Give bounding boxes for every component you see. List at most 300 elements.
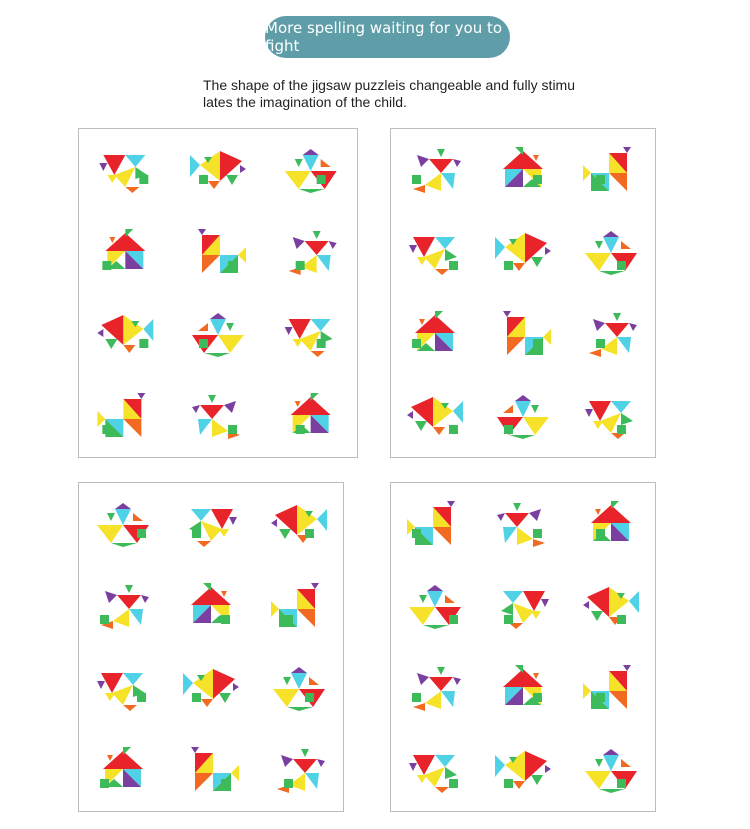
tangram-figure xyxy=(501,591,549,629)
tangram-piece-square xyxy=(137,693,146,702)
tangram-piece-square xyxy=(284,779,293,788)
tangram-piece-purple xyxy=(191,747,199,753)
tangram-figure xyxy=(585,749,637,793)
tangram-piece-orange xyxy=(107,755,113,761)
tangram-figure xyxy=(503,665,543,705)
tangram-piece-red xyxy=(289,319,311,339)
tangram-piece-green xyxy=(595,241,603,249)
tangram-piece-purple xyxy=(593,319,605,331)
tangram-piece-orange xyxy=(507,337,525,355)
tangram-piece-yellow xyxy=(417,257,427,265)
tangram-piece-square xyxy=(412,339,421,348)
tangram-piece-cyan xyxy=(125,155,145,167)
tangram-piece-yellow xyxy=(231,765,239,781)
tangram-piece-green xyxy=(419,595,427,603)
tangram-piece-square xyxy=(449,261,458,270)
tangram-piece-green xyxy=(219,693,231,703)
tangram-piece-orange xyxy=(321,159,331,167)
tangram-figure xyxy=(497,503,545,547)
tangram-piece-green xyxy=(435,311,443,319)
tangram-piece-purple xyxy=(224,401,236,413)
tangram-figure xyxy=(412,667,461,711)
tangram-piece-purple xyxy=(329,241,337,249)
tangram-piece-green xyxy=(613,313,621,321)
tangram-piece-orange xyxy=(445,595,455,603)
tangram-piece-orange xyxy=(533,155,539,161)
banner-text: More spelling waiting for you to fight xyxy=(265,19,503,55)
tangram-figure xyxy=(409,585,461,629)
tangram-figure xyxy=(589,313,637,357)
tangram-figure xyxy=(102,229,145,270)
tangram-piece-yellow xyxy=(523,417,549,435)
tangram-piece-cyan xyxy=(190,155,200,177)
tangram-piece-cyan xyxy=(435,755,455,767)
tangram-piece-purple xyxy=(407,411,413,419)
tangram-piece-yellow xyxy=(219,529,229,537)
tangram-piece-orange xyxy=(123,419,141,437)
banner-pill xyxy=(265,16,510,58)
tangram-piece-yellow xyxy=(285,171,311,189)
tangram-piece-orange xyxy=(419,319,425,325)
tangram-figure xyxy=(585,231,637,275)
tangram-piece-green xyxy=(445,767,457,779)
tangram-figure xyxy=(277,749,325,793)
tangram-piece-green xyxy=(279,529,291,539)
tangram-piece-cyan xyxy=(115,509,131,525)
tangram-piece-orange xyxy=(433,527,451,545)
tangram-piece-orange xyxy=(109,237,115,243)
tangram-piece-purple xyxy=(192,405,200,413)
tangram-piece-red xyxy=(117,595,141,609)
tangram-piece-purple xyxy=(137,393,145,399)
tangram-piece-red xyxy=(211,509,233,529)
tangram-piece-orange xyxy=(311,351,325,357)
tangram-piece-orange xyxy=(221,591,227,597)
tangram-piece-orange xyxy=(208,181,220,189)
tangram-piece-orange xyxy=(413,185,425,193)
tangram-piece-purple xyxy=(583,601,589,609)
tangram-piece-green xyxy=(515,665,523,673)
tangram-figure xyxy=(412,149,461,193)
tangram-piece-purple xyxy=(541,599,549,607)
tangram-piece-purple xyxy=(417,155,429,167)
tangram-piece-green xyxy=(445,249,457,261)
tangram-piece-square xyxy=(504,425,513,434)
tangram-piece-red xyxy=(429,677,453,691)
tangram-piece-cyan xyxy=(495,755,505,777)
tangram-piece-square xyxy=(284,615,293,624)
tangram-piece-yellow xyxy=(543,329,551,345)
tangram-piece-purple xyxy=(240,165,246,173)
tangram-piece-orange xyxy=(202,255,220,273)
tangram-piece-yellow xyxy=(593,421,603,429)
tangram-piece-square xyxy=(192,693,201,702)
tangram-figure xyxy=(97,393,145,437)
tangram-piece-green xyxy=(287,707,313,711)
tangram-figure xyxy=(412,311,455,351)
tangram-piece-purple xyxy=(198,229,206,235)
tangram-piece-green xyxy=(107,513,115,521)
tangram-piece-square xyxy=(617,779,626,788)
tangram-piece-yellow xyxy=(201,521,222,541)
tangram-piece-yellow xyxy=(505,233,525,263)
tangram-piece-purple xyxy=(303,149,319,155)
tangram-piece-yellow xyxy=(531,611,541,619)
tangram-figure xyxy=(285,149,337,193)
tangram-piece-square xyxy=(100,779,109,788)
panel-bottom-right xyxy=(390,482,656,812)
tangram-figure xyxy=(100,585,149,629)
tangram-piece-square xyxy=(296,261,305,270)
tangram-piece-orange xyxy=(195,773,213,791)
tangram-piece-yellow xyxy=(107,175,117,183)
tangram-piece-green xyxy=(111,543,137,547)
tangram-piece-orange xyxy=(621,241,631,249)
tangram-piece-purple xyxy=(281,755,293,767)
tangram-illustration xyxy=(79,129,357,457)
tangram-piece-cyan xyxy=(123,673,143,685)
tangram-piece-green xyxy=(513,503,521,511)
tangram-piece-purple xyxy=(115,503,131,509)
tangram-piece-red xyxy=(589,401,611,421)
tangram-piece-green xyxy=(437,667,445,675)
tangram-piece-yellow xyxy=(517,527,533,545)
tangram-figure xyxy=(183,669,239,707)
tangram-figure xyxy=(285,319,333,357)
tangram-piece-orange xyxy=(533,673,539,679)
tangram-piece-green xyxy=(595,759,603,767)
tangram-piece-green xyxy=(611,501,619,509)
tangram-piece-square xyxy=(533,175,542,184)
tangram-piece-green xyxy=(301,749,309,757)
tangram-figure xyxy=(583,147,631,191)
tangram-piece-purple xyxy=(311,583,319,589)
tangram-figure xyxy=(191,747,239,791)
tangram-piece-square xyxy=(449,615,458,624)
tangram-piece-orange xyxy=(198,323,208,331)
tangram-piece-purple xyxy=(271,519,277,527)
tangram-piece-green xyxy=(509,435,535,439)
tangram-piece-cyan xyxy=(305,773,319,789)
tangram-piece-square xyxy=(504,779,513,788)
tangram-piece-square xyxy=(221,779,230,788)
tangram-piece-cyan xyxy=(427,591,443,607)
tangram-piece-purple xyxy=(409,245,417,253)
tangram-piece-square xyxy=(137,529,146,538)
tangram-piece-square xyxy=(192,529,201,538)
tangram-piece-cyan xyxy=(210,319,226,335)
tangram-piece-orange xyxy=(609,173,627,191)
tangram-piece-red xyxy=(413,755,435,775)
panel-top-left xyxy=(78,128,358,458)
tangram-figure xyxy=(409,755,458,793)
tangram-piece-red xyxy=(413,237,435,257)
tangram-piece-square xyxy=(228,261,237,270)
tangram-piece-green xyxy=(423,625,449,629)
tangram-piece-cyan xyxy=(183,673,193,695)
tangram-piece-red xyxy=(200,405,224,419)
tangram-piece-yellow xyxy=(425,691,441,709)
tangram-piece-yellow xyxy=(583,683,591,699)
tangram-piece-square xyxy=(102,425,111,434)
tangram-piece-purple xyxy=(529,509,541,521)
tangram-piece-green xyxy=(501,603,513,615)
tangram-piece-green xyxy=(531,257,543,267)
tangram-piece-square xyxy=(533,339,542,348)
tangram-piece-green xyxy=(204,353,230,357)
tangram-figure xyxy=(97,673,146,711)
tangram-piece-purple xyxy=(105,591,117,603)
tangram-piece-purple xyxy=(427,585,443,591)
tangram-piece-square xyxy=(305,693,314,702)
tangram-piece-yellow xyxy=(105,693,115,701)
tangram-piece-cyan xyxy=(191,509,211,521)
tangram-piece-purple xyxy=(293,237,305,249)
tangram-piece-green xyxy=(313,231,321,239)
tangram-piece-square xyxy=(504,261,513,270)
tangram-piece-square xyxy=(228,425,237,434)
tangram-piece-yellow xyxy=(609,587,629,617)
tangram-piece-cyan xyxy=(503,591,523,603)
tangram-piece-cyan xyxy=(515,401,531,417)
tangram-piece-purple xyxy=(623,147,631,153)
tangram-piece-green xyxy=(437,149,445,157)
tangram-piece-yellow xyxy=(97,525,123,543)
tangram-piece-cyan xyxy=(603,237,619,253)
tangram-piece-green xyxy=(531,405,539,413)
tangram-piece-orange xyxy=(433,427,445,435)
tangram-piece-purple xyxy=(603,231,619,237)
tangram-piece-cyan xyxy=(617,337,631,353)
tangram-piece-cyan xyxy=(317,255,331,271)
tangram-piece-square xyxy=(100,615,109,624)
tangram-figure xyxy=(407,397,463,435)
tangram-piece-yellow xyxy=(417,775,427,783)
tangram-piece-purple xyxy=(97,329,103,337)
tangram-piece-yellow xyxy=(273,689,299,707)
tangram-figure xyxy=(97,503,149,547)
tangram-illustration xyxy=(391,483,655,811)
tangram-piece-orange xyxy=(123,705,137,711)
tangram-figure xyxy=(495,751,551,789)
tangram-piece-purple xyxy=(417,673,429,685)
panel-top-right xyxy=(390,128,656,458)
tangram-piece-purple xyxy=(545,765,551,773)
tangram-piece-yellow xyxy=(424,767,445,787)
tangram-figure xyxy=(273,667,325,711)
tangram-figure xyxy=(271,505,327,543)
tangram-piece-square xyxy=(596,175,605,184)
tangram-figure xyxy=(190,151,246,189)
tangram-piece-orange xyxy=(201,699,213,707)
tangram-figure xyxy=(585,401,633,439)
tangram-figure xyxy=(192,313,244,357)
tangram-piece-cyan xyxy=(441,173,455,189)
tangram-piece-orange xyxy=(533,539,545,547)
tangram-piece-cyan xyxy=(317,509,327,531)
tangram-piece-green xyxy=(125,585,133,593)
tangram-piece-yellow xyxy=(425,173,441,191)
tangram-piece-square xyxy=(617,425,626,434)
caption-line-1: The shape of the jigsaw puzzleis changeable and fully stimu xyxy=(203,77,575,93)
tangram-piece-yellow xyxy=(97,411,105,427)
tangram-piece-square xyxy=(617,261,626,270)
tangram-piece-green xyxy=(226,323,234,331)
tangram-piece-orange xyxy=(503,405,513,413)
tangram-figure xyxy=(503,311,551,355)
tangram-piece-purple xyxy=(453,159,461,167)
tangram-piece-orange xyxy=(413,703,425,711)
tangram-figure xyxy=(583,665,631,709)
tangram-piece-cyan xyxy=(441,691,455,707)
tangram-piece-purple xyxy=(233,683,239,691)
tangram-piece-yellow xyxy=(513,603,534,623)
tangram-piece-square xyxy=(317,339,326,348)
tangram-piece-purple xyxy=(447,501,455,507)
tangram-piece-yellow xyxy=(212,419,228,437)
tangram-figure xyxy=(271,583,319,627)
tangram-piece-yellow xyxy=(433,397,453,427)
tangram-piece-orange xyxy=(589,349,601,357)
tangram-piece-cyan xyxy=(611,401,631,413)
tangram-piece-cyan xyxy=(453,401,463,423)
tangram-figure xyxy=(97,315,153,353)
tangram-piece-orange xyxy=(595,509,601,515)
tangram-piece-square xyxy=(412,529,421,538)
tangram-piece-cyan xyxy=(603,755,619,771)
tangram-piece-square xyxy=(533,529,542,538)
tangram-piece-square xyxy=(199,339,208,348)
tangram-figure xyxy=(497,395,549,439)
tangram-piece-yellow xyxy=(409,607,435,625)
tangram-piece-purple xyxy=(515,395,531,401)
tangram-piece-purple xyxy=(629,323,637,331)
tangram-piece-square xyxy=(504,615,513,624)
caption-line-2: lates the imagination of the child. xyxy=(203,94,407,110)
tangram-piece-green xyxy=(105,339,117,349)
tangram-figure xyxy=(591,501,631,541)
tangram-piece-green xyxy=(599,789,625,793)
tangram-piece-cyan xyxy=(435,237,455,249)
tangram-piece-purple xyxy=(229,517,237,525)
tangram-piece-green xyxy=(591,611,603,621)
tangram-piece-orange xyxy=(609,691,627,709)
tangram-figure xyxy=(99,155,148,193)
panel-bottom-left xyxy=(78,482,344,812)
tangram-piece-yellow xyxy=(505,751,525,781)
tangram-figure xyxy=(191,583,231,624)
tangram-piece-square xyxy=(596,529,605,538)
tangram-figure xyxy=(409,237,458,275)
tangram-piece-square xyxy=(139,175,148,184)
tangram-piece-purple xyxy=(585,409,593,417)
tangram-piece-purple xyxy=(99,163,107,171)
tangram-piece-green xyxy=(415,421,427,431)
tangram-piece-yellow xyxy=(114,167,135,187)
tangram-piece-square xyxy=(533,693,542,702)
tangram-piece-purple xyxy=(453,677,461,685)
tangram-piece-green xyxy=(208,395,216,403)
tangram-piece-yellow xyxy=(218,335,244,353)
tangram-piece-square xyxy=(596,693,605,702)
tangram-piece-square xyxy=(412,175,421,184)
tangram-piece-yellow xyxy=(293,339,303,347)
tangram-piece-red xyxy=(505,513,529,527)
tangram-piece-square xyxy=(449,779,458,788)
tangram-piece-red xyxy=(429,159,453,173)
tangram-piece-cyan xyxy=(198,419,212,435)
tangram-piece-yellow xyxy=(238,247,246,263)
tangram-figure xyxy=(291,393,331,434)
tangram-piece-yellow xyxy=(585,771,611,789)
tangram-figure xyxy=(189,509,237,547)
tangram-piece-green xyxy=(311,393,319,401)
tangram-piece-yellow xyxy=(583,165,591,181)
tangram-piece-red xyxy=(605,323,629,337)
tangram-piece-purple xyxy=(503,311,511,317)
tangram-piece-purple xyxy=(97,681,105,689)
tangram-piece-square xyxy=(139,339,148,348)
tangram-piece-orange xyxy=(513,263,525,271)
tangram-piece-purple xyxy=(141,595,149,603)
tangram-piece-green xyxy=(203,583,211,591)
tangram-piece-green xyxy=(621,413,633,425)
tangram-figure xyxy=(407,501,455,545)
tangram-illustration xyxy=(391,129,655,457)
tangram-piece-yellow xyxy=(424,249,445,269)
tangram-piece-green xyxy=(123,747,131,755)
tangram-illustration xyxy=(79,483,343,811)
tangram-piece-orange xyxy=(435,269,449,275)
tangram-figure xyxy=(583,587,639,625)
tangram-piece-green xyxy=(283,677,291,685)
tangram-piece-square xyxy=(221,615,230,624)
tangram-figure xyxy=(192,395,240,439)
tangram-piece-purple xyxy=(285,327,293,335)
tangram-piece-purple xyxy=(497,513,505,521)
tangram-piece-red xyxy=(103,155,125,175)
tangram-piece-square xyxy=(102,261,111,270)
tangram-piece-green xyxy=(295,159,303,167)
tangram-piece-cyan xyxy=(629,591,639,613)
tangram-piece-purple xyxy=(623,665,631,671)
tangram-piece-yellow xyxy=(112,685,133,705)
tangram-piece-square xyxy=(617,615,626,624)
tangram-piece-purple xyxy=(545,247,551,255)
tangram-piece-square xyxy=(412,693,421,702)
tangram-piece-green xyxy=(299,189,325,193)
tangram-piece-green xyxy=(531,775,543,785)
tangram-piece-green xyxy=(226,175,238,185)
tangram-piece-red xyxy=(523,591,545,611)
tangram-piece-square xyxy=(449,425,458,434)
tangram-piece-orange xyxy=(125,187,139,193)
tangram-piece-orange xyxy=(133,513,143,521)
tangram-figure xyxy=(289,231,337,275)
tangram-piece-red xyxy=(101,673,123,693)
tangram-figure xyxy=(495,233,551,271)
tangram-piece-purple xyxy=(210,313,226,319)
tangram-piece-cyan xyxy=(291,673,307,689)
tangram-piece-cyan xyxy=(143,319,153,341)
tangram-piece-cyan xyxy=(311,319,331,331)
tangram-piece-purple xyxy=(603,749,619,755)
tangram-piece-green xyxy=(599,271,625,275)
tangram-piece-orange xyxy=(123,345,135,353)
caption xyxy=(203,77,603,111)
tangram-piece-cyan xyxy=(495,237,505,259)
tangram-piece-orange xyxy=(435,787,449,793)
